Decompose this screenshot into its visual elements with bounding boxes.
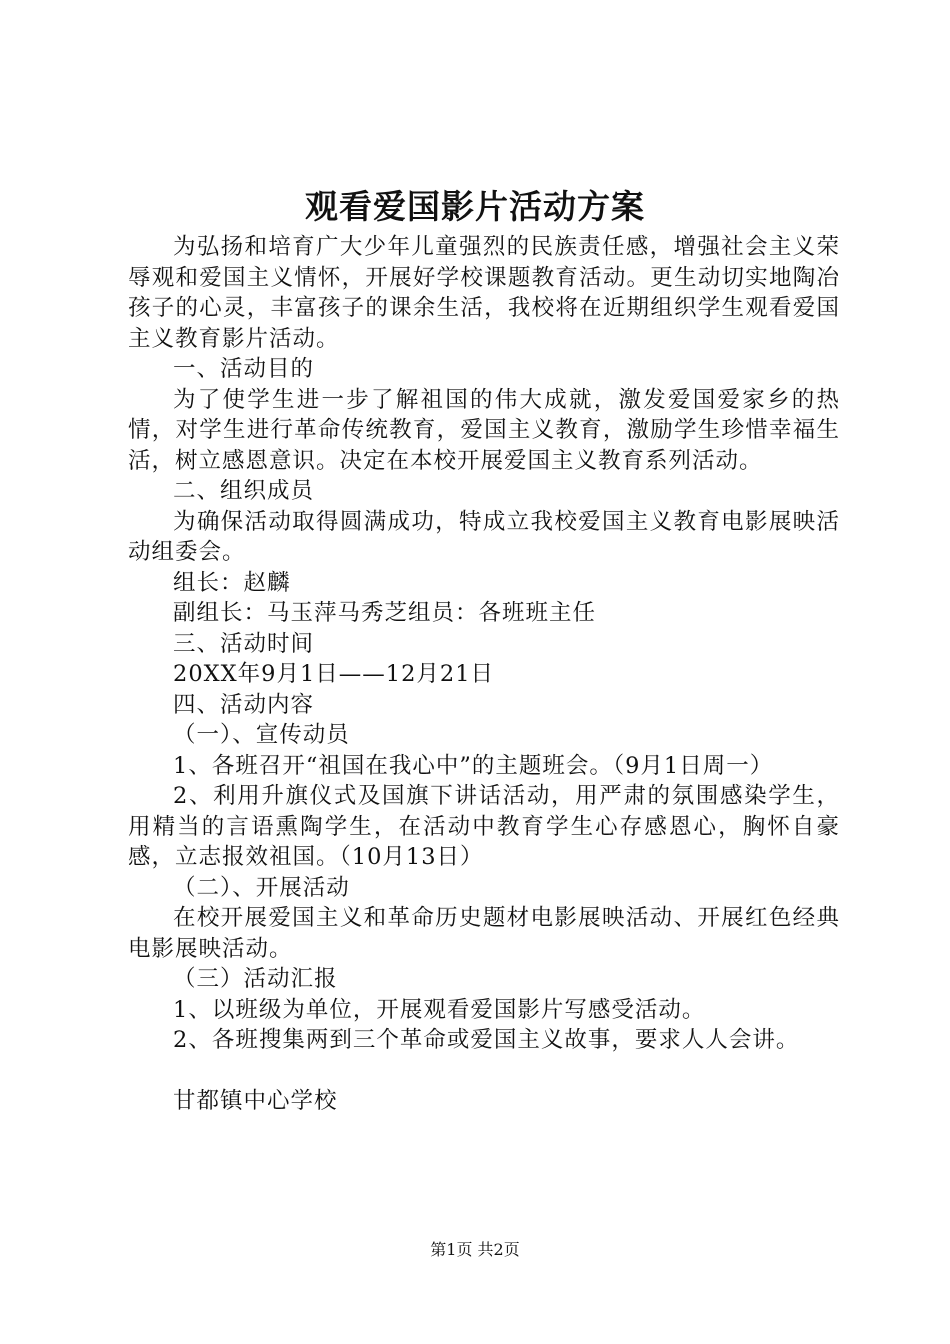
document-title: 观看爱国影片活动方案	[305, 187, 645, 226]
list-item-film-reflection: 1、以班级为单位，开展观看爱国影片写感受活动。	[173, 996, 706, 1023]
members-paragraph: 为确保活动取得圆满成功，特成立我校爱国主义教育电影展映活动组委会。	[128, 508, 840, 565]
blank-line	[128, 1056, 840, 1086]
section-heading-purpose: 一、活动目的	[173, 356, 315, 382]
document-body	[128, 232, 840, 1116]
list-item-stories: 2、各班搜集两到三个革命或爱国主义故事，要求人人会讲。	[173, 1027, 800, 1053]
subsection-heading-report: （三）活动汇报	[173, 966, 338, 992]
signature-school: 甘都镇中心学校	[173, 1087, 338, 1114]
deputy-leader-line: 副组长：马玉萍马秀芝组员：各班班主任	[173, 600, 597, 626]
list-item-class-meeting: 1、各班召开“祖国在我心中”的主题班会。（9月1日周一）	[173, 752, 774, 779]
list-item-flag-ceremony: 2、利用升旗仪式及国旗下讲话活动，用严肃的氛围感染学生，用精当的言语熏陶学生，在活动中教育学生心存感恩心，胸怀自豪感，立志报效祖国。（10月13日）	[128, 783, 840, 870]
section-heading-content: 四、活动内容	[173, 691, 315, 718]
section-heading-time: 三、活动时间	[173, 630, 315, 657]
subsection-heading-activities: （二）、开展活动	[173, 874, 350, 901]
team-leader-line: 组长：赵麟	[173, 569, 291, 596]
activity-date-range: 20XX年9月1日——12月21日	[173, 661, 495, 687]
subsection-heading-publicity: （一）、宣传动员	[173, 722, 350, 748]
purpose-paragraph: 为了使学生进一步了解祖国的伟大成就，激发爱国爱家乡的热情，对学生进行革命传统教育，爱国主义教育，激励学生珍惜幸福生活，树立感恩意识。决定在本校开展爱国主义教育系列活动。	[128, 386, 840, 474]
activities-paragraph: 在校开展爱国主义和革命历史题材电影展映活动、开展红色经典电影展映活动。	[128, 905, 840, 962]
section-heading-members: 二、组织成员	[173, 478, 315, 504]
page-footer: 第1页 共2页	[430, 1240, 520, 1259]
intro-paragraph: 为弘扬和培育广大少年儿童强烈的民族责任感，增强社会主义荣辱观和爱国主义情怀，开展好学校课题教育活动。更生动切实地陶冶孩子的心灵，丰富孩子的课余生活，我校将在近期组织学生观看爱国主义教育影片活动。	[128, 234, 840, 352]
